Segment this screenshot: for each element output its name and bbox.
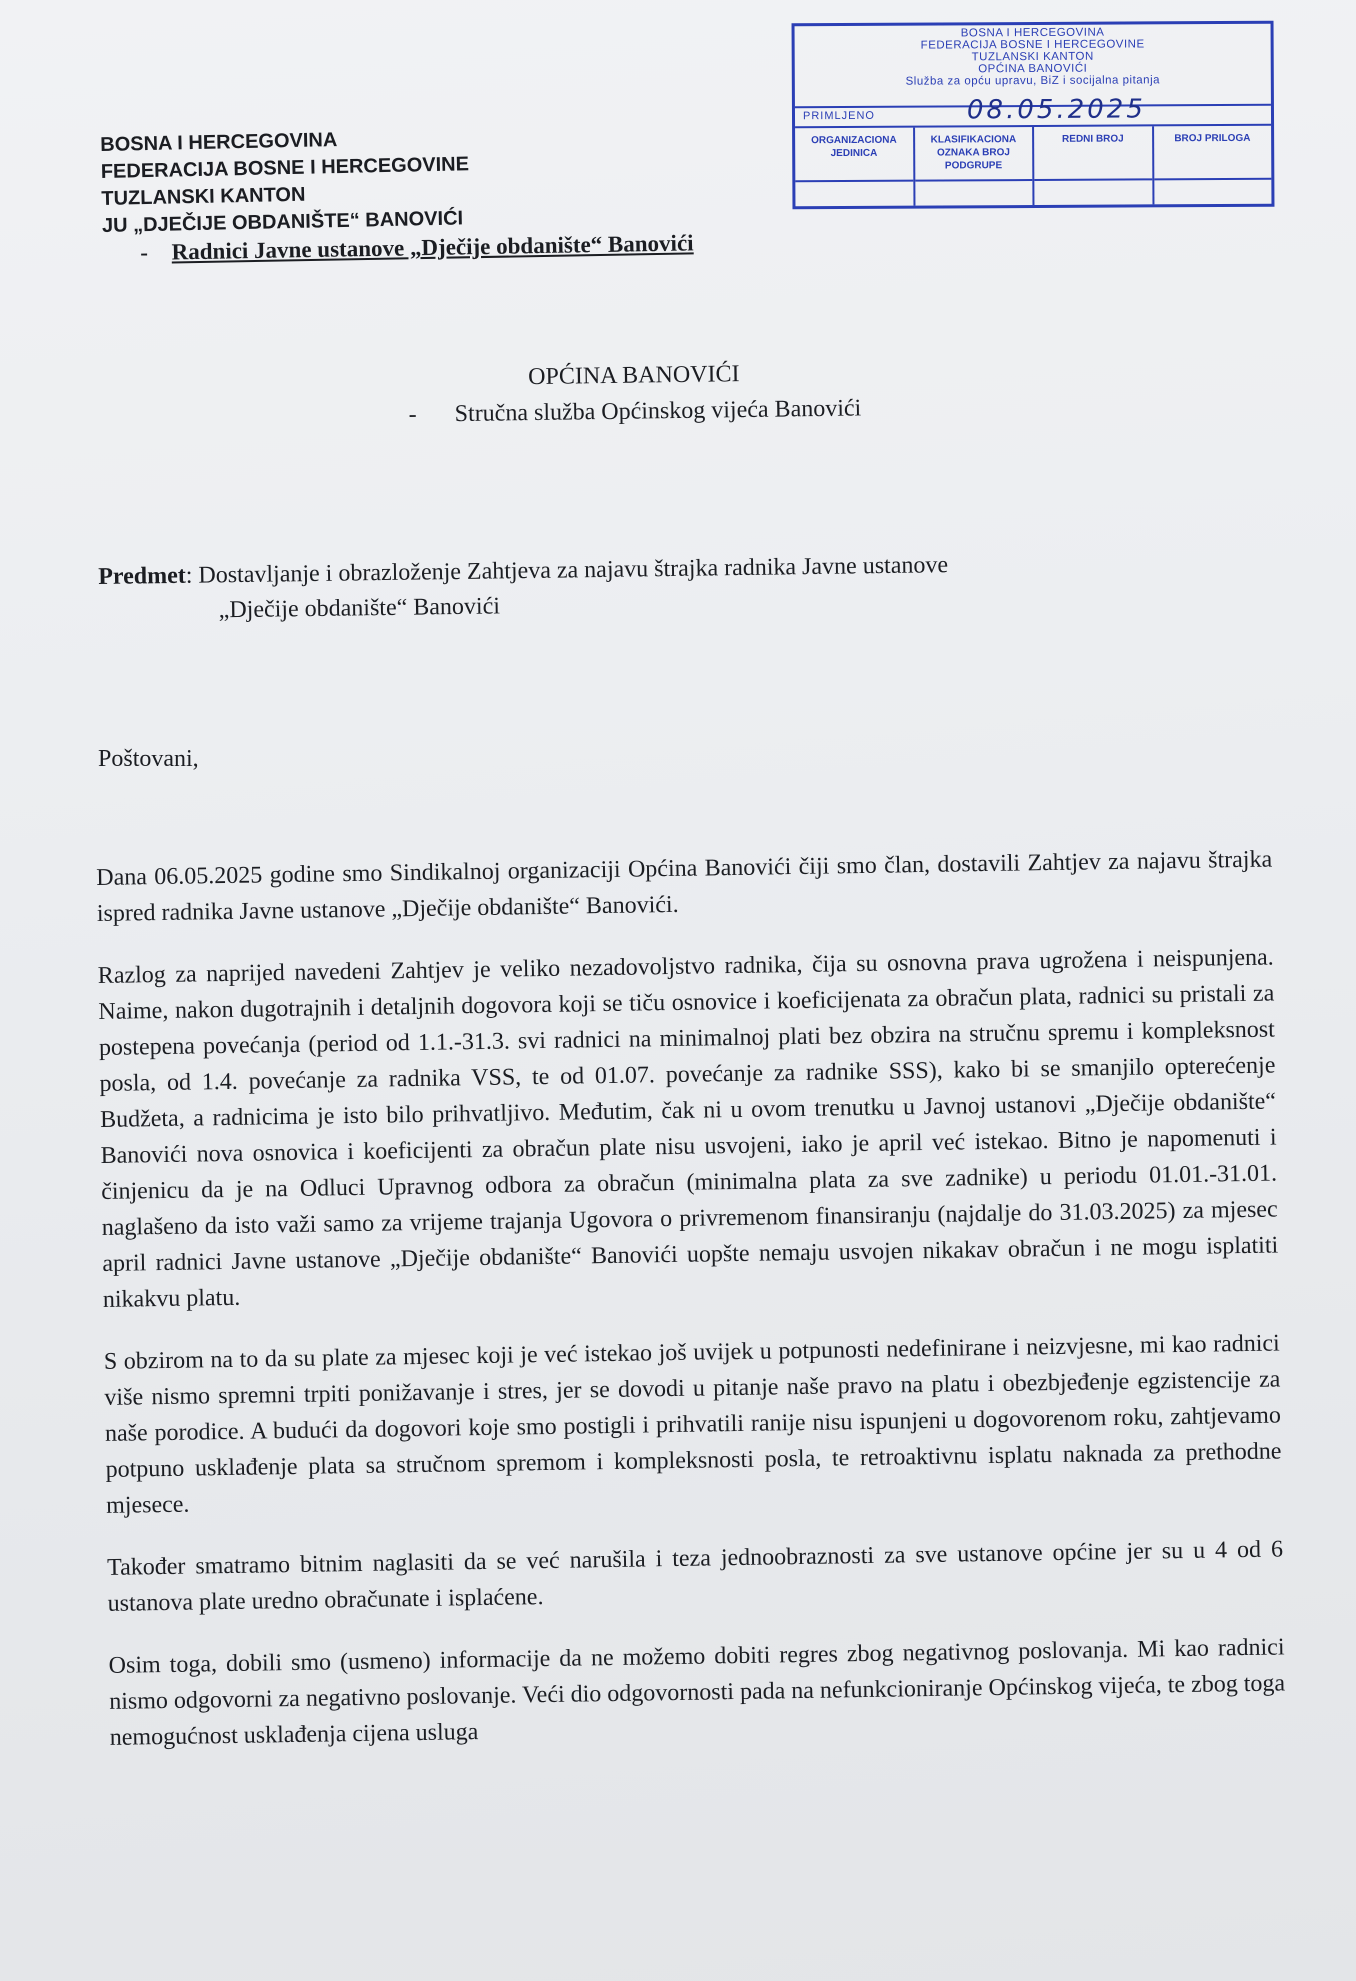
letter-body	[96, 842, 1286, 1782]
stamp-col-ordinal: REDNI BROJ	[1034, 126, 1154, 205]
stamp-header-line: Služba za opću upravu, BiZ i socijalna pitanja	[905, 74, 1161, 88]
stamp-col-org-unit: ORGANIZACIONA JEDINICA	[795, 128, 915, 207]
stamp-col-attachments: BROJ PRILOGA	[1154, 126, 1272, 205]
org-line: FEDERACIJA BOSNE I HERCEGOVINE	[100, 153, 470, 183]
recipient-block	[0, 353, 1356, 428]
stamp-received-date: 08.05.2025	[966, 94, 1146, 126]
sender-name: Radnici Javne ustanove „Dječije obdanište“ Banovići	[171, 230, 694, 265]
subject-block	[98, 545, 1199, 630]
recipient-dash: -	[408, 401, 417, 428]
body-paragraph: Dana 06.05.2025 godine smo Sindikalnoj organizaciji Općina Banovići čiji smo član, dostavili Zahtjev za najavu štrajka ispred radnika Javne ustanove „Dječije obdanište“ Banovići.	[96, 846, 1273, 927]
stamp-header-line: TUZLANSKI KANTON	[971, 50, 1094, 64]
subject-label: Predmet	[98, 562, 186, 590]
body-paragraph: Razlog za naprijed navedeni Zahtjev je veliko nezadovoljstvo radnika, čija su osnovna prava ugrožena i neispunjena. Naime, nakon dugotrajnih i detaljnih dogovora koji se tiču osnovice i koeficijenata za obračun plata, radnici su pristali za postepena povećanja (period od 1.1.-31.3. svi radnici na minimalnoj plati bez obzira na stručnu spremu i kompleksnost posla, od 1.4. povećanje za radnika VSS, te od 01.07. povećanje za radnike SSS), kako bi se smanjilo opterećenje Budžeta, a radnicima je isto bilo prihvatljivo. Međutim, čak ni u ovom trenutku u Javnoj ustanovi „Dječije obdanište“ Banovići nova osnovica i koeficijenti za obračun plate nisu usvojeni, iako je april već istekao. Bitno je napomenuti i činjenicu da je na Odluci Upravnog odbora za obračun (minimalna plata za sve zadnike) u periodu 01.01.-31.01. naglašeno da isto važi samo za vrijeme trajanja Ugovora o privremenom finansiranju (najdalje do 31.03.2025) za mjesec april radnici Javne ustanove „Dječije obdanište“ Banovići uopšte nemaju usvojen nikakav obračun i ne mogu isplatiti nikakvu platu.	[97, 944, 1279, 1313]
stamp-header-line: OPĆINA BANOVIĆI	[978, 62, 1088, 76]
subject-text: : Dostavljanje i obrazloženje Zahtjeva za najavu štrajka radnika Javne ustanove	[185, 552, 949, 589]
stamp-received-row	[795, 94, 1271, 128]
org-line: TUZLANSKI KANTON	[101, 183, 306, 210]
stamp-header-line: FEDERACIJA BOSNE I HERCEGOVINE	[920, 38, 1145, 52]
recipient-department-line	[409, 395, 862, 428]
body-paragraph: Osim toga, dobili smo (usmeno) informacije da ne možemo dobiti regres zbog negativnog poslovanja. Mi kao radnici nismo odgovorni za negativno poslovanje. Veći dio odgovornosti pada na nefunkcioniranje Općinskog vijeća, te zbog toga nemogućnost usklađenja cijena usluga	[108, 1634, 1286, 1751]
stamp-col-classification: KLASIFIKACIONA OZNAKA BROJ PODGRUPE	[915, 127, 1035, 206]
sender-organization	[100, 124, 470, 240]
recipient-name: OPĆINA BANOVIĆI	[528, 361, 740, 391]
org-line: BOSNA I HERCEGOVINA	[100, 129, 338, 156]
stamp-received-label: PRIMLJENO	[802, 109, 876, 123]
sender-dash: -	[140, 239, 149, 265]
greeting: Poštovani,	[98, 746, 199, 772]
body-paragraph: Također smatramo bitnim naglasiti da se već narušila i teza jednoobraznosti za sve ustanove općine jer su u 4 od 6 ustanova plate uredno obračunate i isplaćene.	[106, 1536, 1284, 1617]
org-line: JU „DJEČIJE OBDANIŠTE“ BANOVIĆI	[101, 207, 464, 237]
stamp-grid	[795, 126, 1271, 206]
subject-line-2: „Dječije obdanište“ Banovići	[218, 593, 501, 624]
recipient-department: Stručna služba Općinskog vijeća Banovići	[454, 395, 862, 428]
receipt-stamp	[792, 21, 1275, 210]
stamp-header-line: BOSNA I HERCEGOVINA	[960, 26, 1105, 40]
stamp-header	[795, 24, 1271, 106]
body-paragraph: S obzirom na to da su plate za mjesec koji je već istekao još uvijek u potpunosti nedefinirane i neizvjesne, mi kao radnici više nismo spremni trpiti ponižavanje i stres, jer se dovodi u pitanje naše pravo na platu i obezbjeđenje egzistencije za naše porodice. A budući da dogovori koje smo postigli i prihvatili ranije nisu ispunjeni u dogovorenom roku, zahtjevamo potpuno usklađenje plata sa stručnom spremom i kompleksnosti posla, te retroaktivnu isplatu naknada za prethodne mjesece.	[103, 1330, 1282, 1519]
